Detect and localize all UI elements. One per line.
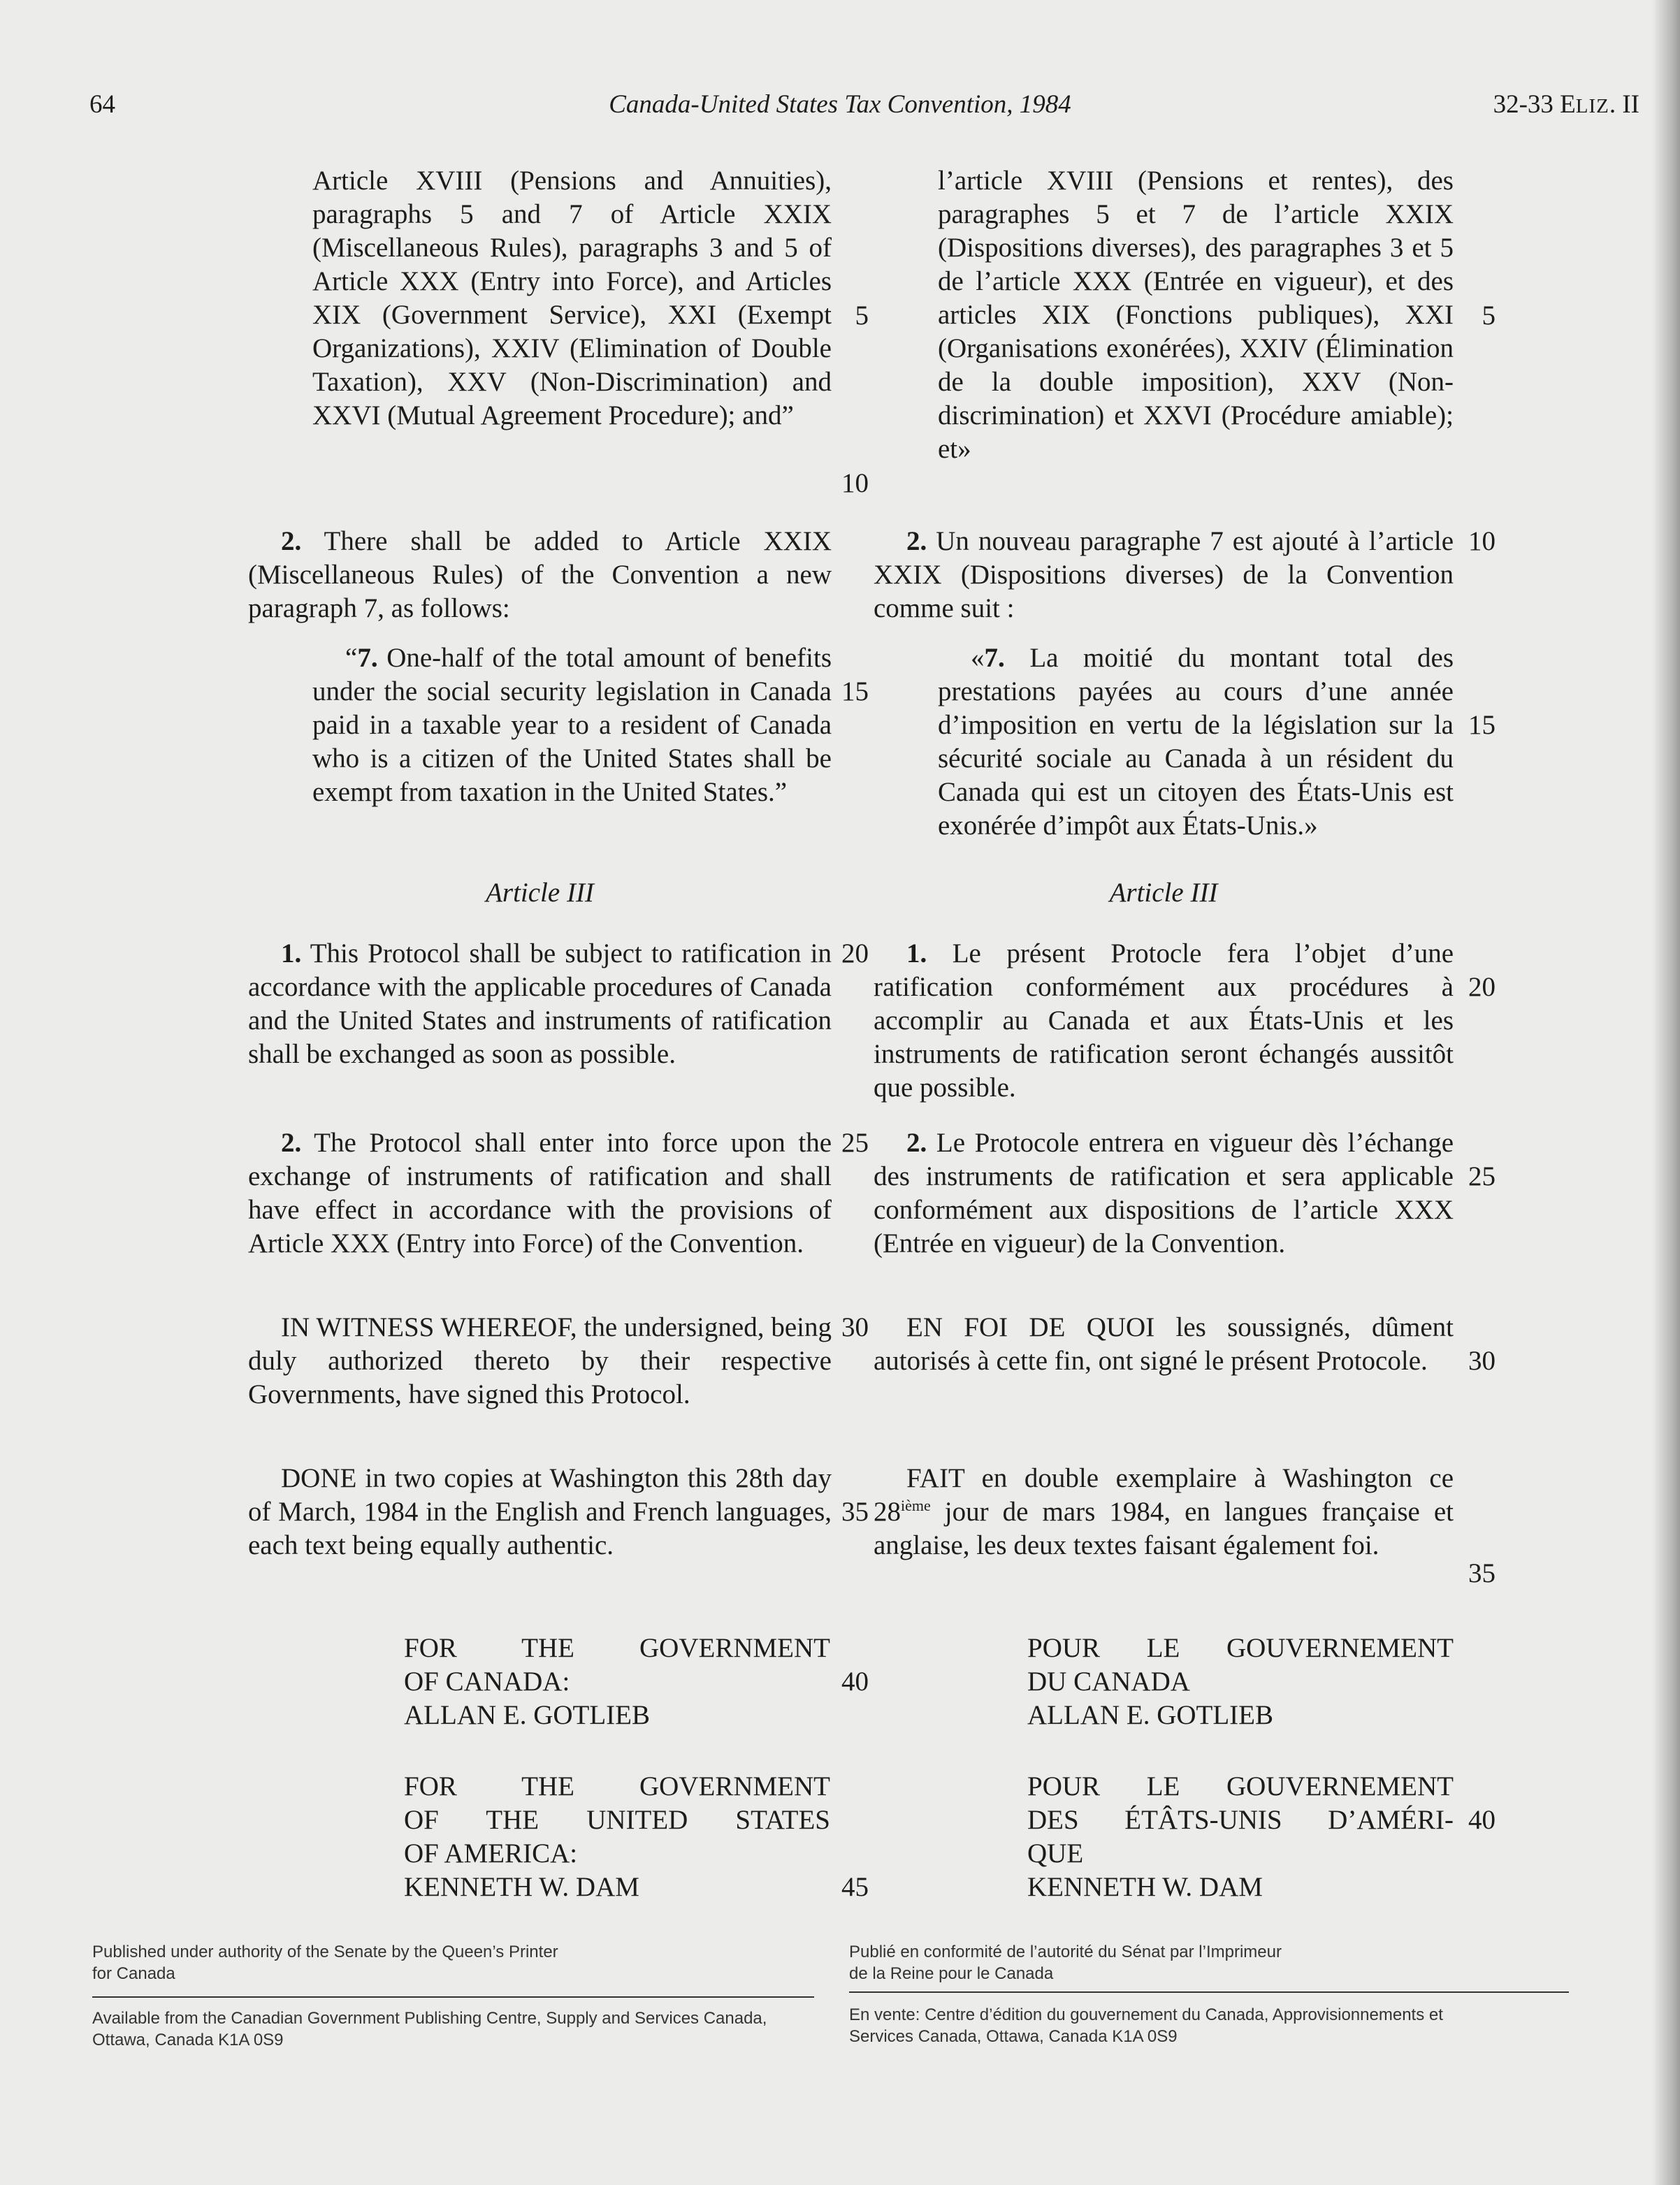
en-gov-us-line: OF THE UNITED STATES	[404, 1805, 830, 1835]
fr-done-text: FAIT en double exemplaire à Washington ce 28	[874, 1463, 1454, 1527]
en-signature-united-states	[404, 1770, 830, 1904]
fr-gov-canada-line: POUR LE GOUVERNEMENT	[1027, 1633, 1454, 1663]
en-done-paragraph: DONE in two copies at Washington this 28th day of March, 1984 in the English and French languages, each text being equally authentic.	[248, 1463, 832, 1560]
en-quote-number: 7.	[357, 643, 378, 673]
fr-signature-canada	[1027, 1632, 1454, 1732]
en-quote-open: “	[345, 643, 358, 673]
en-article3-paragraph-2	[248, 1126, 832, 1261]
fr-art3-p1-number: 1.	[906, 938, 927, 968]
fr-witness-paragraph: EN FOI DE QUOI les soussignés, dûment autorisés à cette fin, ont signé le présent Protocole.	[874, 1312, 1454, 1376]
en-witness-paragraph: IN WITNESS WHEREOF, the undersigned, being duly authorized thereto by their respective Governments, have signed this Protocol.	[248, 1312, 832, 1409]
en-article-heading: Article III	[486, 878, 594, 908]
en-quoted-paragraph-7	[312, 641, 832, 809]
fr-art3-p1-text: Le présent Protocle fera l’objet d’une ratification conformément aux procédures à accomplir au Canada et aux États-Unis et les instruments de ratification seront échangés aussitôt que possible.	[874, 938, 1454, 1103]
en-continued-paragraph: Article XVIII (Pensions and Annuities), paragraphs 5 and 7 of Article XXIX (Miscellaneous Rules), paragraphs 3 and 5 of Article XXX (Entry into Force), and Articles XIX (Government Service), XXI (Exempt Organizations), XXIV (Elimination of Double Taxation), XXV (Non-Discrimination) and XXVI (Mutual Agreement Procedure); and”	[312, 166, 832, 430]
line-number-right: 10	[1468, 526, 1496, 556]
fr-quoted-paragraph-7	[938, 641, 1454, 843]
footer-divider-left	[92, 1996, 814, 1998]
line-number-left: 15	[841, 676, 869, 706]
en-gov-canada-signatory: ALLAN E. GOTLIEB	[404, 1700, 651, 1730]
fr-quote-text: La moitié du montant total des prestations payées au cours d’une année d’imposition en vertu de la législation sur la sécurité sociale au Canada à un résident du Canada qui est un citoyen des États-Unis est exonérée d’impôt aux États-Unis.»	[938, 643, 1454, 841]
footer-available-english: Available from the Canadian Government Publishing Centre, Supply and Services Canada, Ottawa, Canada K1A 0S9	[92, 2009, 767, 2049]
line-number-right: 15	[1468, 710, 1496, 740]
fr-gov-us-signatory: KENNETH W. DAM	[1027, 1872, 1263, 1902]
line-number-left: 40	[841, 1667, 869, 1697]
en-art3-p2-number: 2.	[281, 1128, 302, 1158]
en-para2-text: There shall be added to Article XXIX (Miscellaneous Rules) of the Convention a new paragraph 7, as follows:	[248, 526, 832, 623]
en-art3-p1-number: 1.	[281, 938, 302, 968]
fr-gov-canada-line: DU CANADA	[1027, 1667, 1190, 1697]
en-quote-text: One-half of the total amount of benefits under the social security legislation in Canada paid in a taxable year to a resident of Canada who is a citizen of the United States shall be exempt from taxation in the United States.”	[312, 643, 832, 807]
fr-article3-paragraph-1	[874, 937, 1454, 1105]
fr-quote-open: «	[971, 643, 985, 673]
line-number-right: 35	[1468, 1558, 1496, 1588]
fr-art3-p2-number: 2.	[906, 1128, 927, 1158]
en-gov-canada-line: FOR THE GOVERNMENT	[404, 1633, 830, 1663]
fr-gov-canada-signatory: ALLAN E. GOTLIEB	[1027, 1700, 1274, 1730]
line-number-left: 10	[841, 468, 869, 498]
fr-done-paragraph	[874, 1462, 1454, 1562]
en-signature-canada	[404, 1632, 830, 1732]
en-art3-p2-text: The Protocol shall enter into force upon the exchange of instruments of ratification and shall have effect in accordance with the provisions of Article XXX (Entry into Force) of the Convention.	[248, 1128, 832, 1258]
line-number-left: 35	[841, 1497, 869, 1527]
line-number-left: 20	[841, 938, 869, 968]
line-number-left: 30	[841, 1312, 869, 1342]
fr-para2-number: 2.	[906, 526, 927, 556]
line-number-right: 40	[1468, 1805, 1496, 1835]
volume-suffix: . II	[1609, 90, 1639, 119]
line-number-right: 5	[1482, 300, 1496, 331]
fr-gov-us-line: POUR LE GOUVERNEMENT	[1027, 1771, 1454, 1801]
fr-continued-paragraph: l’article XVIII (Pensions et rentes), des paragraphes 5 et 7 de l’article XXIX (Dispositions diverses), des paragraphes 3 et 5 de l’article XXX (Entrée en vigueur), et des articles XIX (Fonctions publiques), XXI (Organisations exonérées), XXIV (Élimination de la double imposition), XXV (Non-discrimination) et XXVI (Procédure amiable); et»	[938, 166, 1454, 464]
line-number-left: 25	[841, 1128, 869, 1158]
en-article3-paragraph-1	[248, 937, 832, 1071]
en-gov-us-line: FOR THE GOVERNMENT	[404, 1771, 830, 1801]
line-number-left: 45	[841, 1872, 869, 1902]
fr-gov-us-line: QUE	[1027, 1838, 1084, 1868]
en-paragraph-2	[248, 525, 832, 625]
volume-prefix: 32-33 E	[1493, 90, 1576, 119]
running-title: Canada-United States Tax Convention, 1984	[609, 90, 1071, 119]
footer-divider-right	[849, 1991, 1569, 1993]
fr-art3-p2-text: Le Protocole entrera en vigueur dès l’échange des instruments de ratification et sera applicable conformément aux dispositions de l’article XXX (Entrée en vigueur) de la Convention.	[874, 1128, 1454, 1258]
footer-published-french: Publié en conformité de l’autorité du Sénat par l’Imprimeur de la Reine pour le Canada	[849, 1943, 1282, 1983]
footer-published-english: Published under authority of the Senate by the Queen’s Printer for Canada	[92, 1943, 558, 1983]
fr-done-text-end: jour de mars 1984, en langues française et anglaise, les deux textes faisant également foi.	[874, 1497, 1454, 1560]
en-art3-p1-text: This Protocol shall be subject to ratification in accordance with the applicable procedures of Canada and the United States and instruments of ratification shall be exchanged as soon as possible.	[248, 938, 832, 1069]
line-number-right: 30	[1468, 1346, 1496, 1376]
en-gov-canada-line: OF CANADA:	[404, 1667, 570, 1697]
volume-label	[1493, 89, 1639, 119]
page-number: 64	[89, 90, 115, 119]
en-para2-number: 2.	[281, 526, 302, 556]
fr-article3-paragraph-2	[874, 1126, 1454, 1261]
line-number-right: 25	[1468, 1161, 1496, 1191]
fr-gov-us-line: DES ÉTÂTS-UNIS D’AMÉRI-	[1027, 1805, 1454, 1835]
fr-article-heading: Article III	[1109, 878, 1218, 908]
volume-small-caps: LIZ	[1575, 95, 1609, 117]
page-edge-shadow	[1652, 0, 1680, 2185]
fr-quote-number: 7.	[984, 643, 1005, 673]
fr-signature-united-states	[1027, 1770, 1454, 1904]
en-gov-us-signatory: KENNETH W. DAM	[404, 1872, 639, 1902]
line-number-left: 5	[855, 300, 869, 331]
fr-done-superscript: ième	[901, 1497, 931, 1514]
en-gov-us-line: OF AMERICA:	[404, 1838, 578, 1868]
footer-available-french: En vente: Centre d’édition du gouvernement du Canada, Approvisionnements et Services Canada, Ottawa, Canada K1A 0S9	[849, 2005, 1443, 2046]
fr-para2-text: Un nouveau paragraphe 7 est ajouté à l’article XXIX (Dispositions diverses) de la Convention comme suit :	[874, 526, 1454, 623]
line-number-right: 20	[1468, 972, 1496, 1002]
fr-paragraph-2	[874, 525, 1454, 625]
